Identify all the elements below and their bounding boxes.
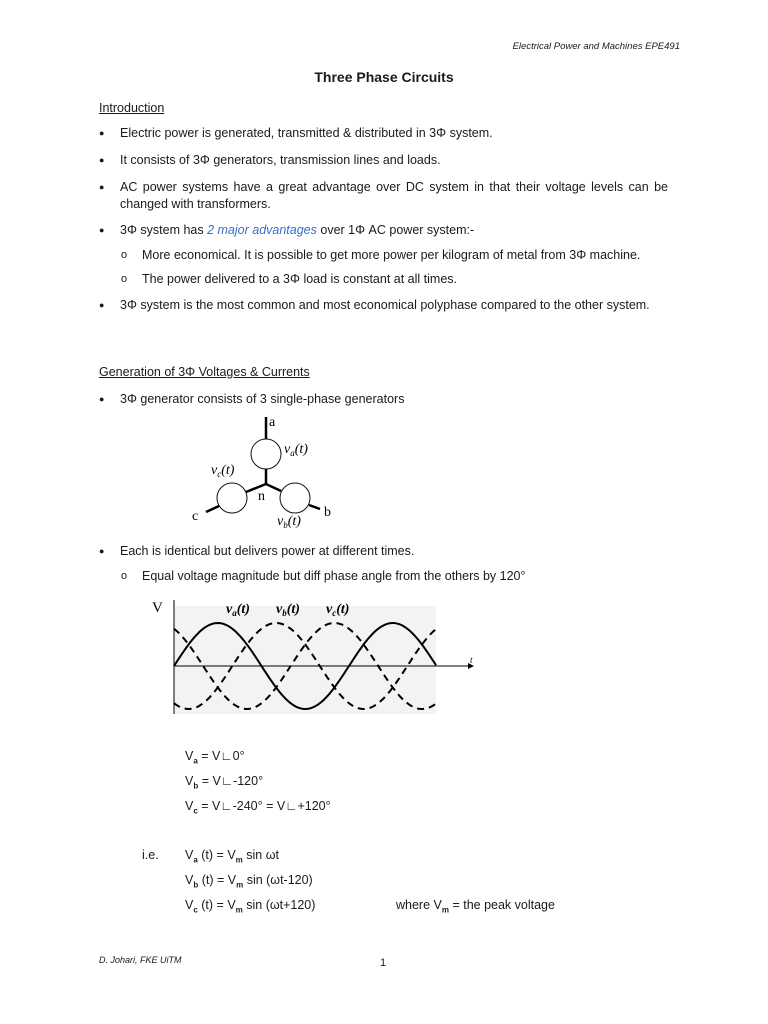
bullet-icon: ● — [99, 300, 105, 310]
list-item: ● 3Φ system has 2 major advantages over 1Φ AC power system:- — [99, 223, 475, 237]
generator-b-icon — [280, 483, 310, 513]
time-eq-a: $V_a$ $(t) = V_m$ sin ωt — [185, 848, 279, 865]
page-title: Three Phase Circuits — [314, 69, 454, 85]
phasor-va: $V_a$ = V∟0° — [185, 749, 245, 766]
terminal-c-line — [206, 506, 219, 512]
list-item: ● AC power systems have a great advantage over DC system in that their voltage levels can be changed with transformers. — [99, 180, 668, 211]
sub-list-item: o Equal voltage magnitude but diff phase angle from the others by 120° — [121, 569, 526, 583]
footer-author: D. Johari, FKE UiTM — [99, 955, 182, 965]
vb-label: $v_b(t)$ — [277, 514, 301, 530]
neutral-label: n — [258, 489, 265, 504]
terminal-b-line — [309, 505, 320, 509]
generator-c-icon — [217, 483, 247, 513]
course-header: Electrical Power and Machines EPE491 — [512, 41, 680, 52]
bullet-icon: ● — [99, 128, 105, 138]
bullet-icon: ● — [99, 546, 105, 556]
terminal-b-label: b — [324, 505, 331, 520]
legend-vb: $v_b(t)$ — [276, 602, 300, 618]
y-axis-label: V — [152, 600, 163, 616]
terminal-a-label: a — [269, 415, 276, 430]
ie-label: i.e. — [142, 848, 159, 862]
circle-bullet-icon: o — [121, 249, 128, 261]
bullet-icon: ● — [99, 225, 105, 235]
generator-a-icon — [251, 439, 281, 469]
sub-list-item: o The power delivered to a 3Φ load is constant at all times. — [121, 272, 457, 286]
circle-bullet-icon: o — [121, 273, 128, 285]
vc-label: $v_c(t)$ — [211, 463, 235, 479]
va-label: $v_a(t)$ — [284, 442, 308, 458]
list-item: ● Each is identical but delivers power at different times. — [99, 544, 415, 558]
legend-va: $v_a(t)$ — [226, 602, 250, 618]
three-phase-waveform — [150, 596, 480, 718]
neutral-line — [266, 484, 281, 491]
list-item: ● 3Φ system is the most common and most economical polyphase compared to the other system. — [99, 298, 650, 312]
list-item: ● 3Φ generator consists of 3 single-phase generators — [99, 392, 405, 406]
phasor-vc: $V_c$ = V∟-240° = V∟+120° — [185, 799, 331, 816]
list-item: ● Electric power is generated, transmitted & distributed in 3Φ system. — [99, 126, 493, 140]
terminal-c-label: c — [192, 509, 199, 524]
bullet-icon: ● — [99, 182, 105, 192]
legend-vc: $v_c(t)$ — [326, 602, 350, 618]
time-eq-b: $V_b$ $(t) = V_m$ sin (ωt-120) — [185, 873, 313, 890]
bullet-icon: ● — [99, 394, 105, 404]
page-number: 1 — [380, 957, 387, 969]
sub-list-item: o More economical. It is possible to get more power per kilogram of metal from 3Φ machine. — [121, 248, 641, 262]
generator-diagram — [180, 412, 350, 532]
advantages-link[interactable]: 2 major advantages — [207, 223, 317, 237]
section-heading-generation: Generation of 3Φ Voltages & Currents — [99, 365, 310, 379]
plot-background — [174, 606, 436, 714]
list-item: ● It consists of 3Φ generators, transmission lines and loads. — [99, 153, 441, 167]
x-axis-label: t — [470, 655, 473, 665]
time-eq-c: $V_c$ $(t) = V_m$ sin (ωt+120) — [185, 898, 316, 915]
circle-bullet-icon: o — [121, 570, 128, 582]
bullet-icon: ● — [99, 155, 105, 165]
phasor-vb: $V_b$ = V∟-120° — [185, 774, 264, 791]
section-heading-introduction: Introduction — [99, 101, 165, 115]
peak-voltage-note: where $V_m$ = the peak voltage — [396, 898, 555, 915]
